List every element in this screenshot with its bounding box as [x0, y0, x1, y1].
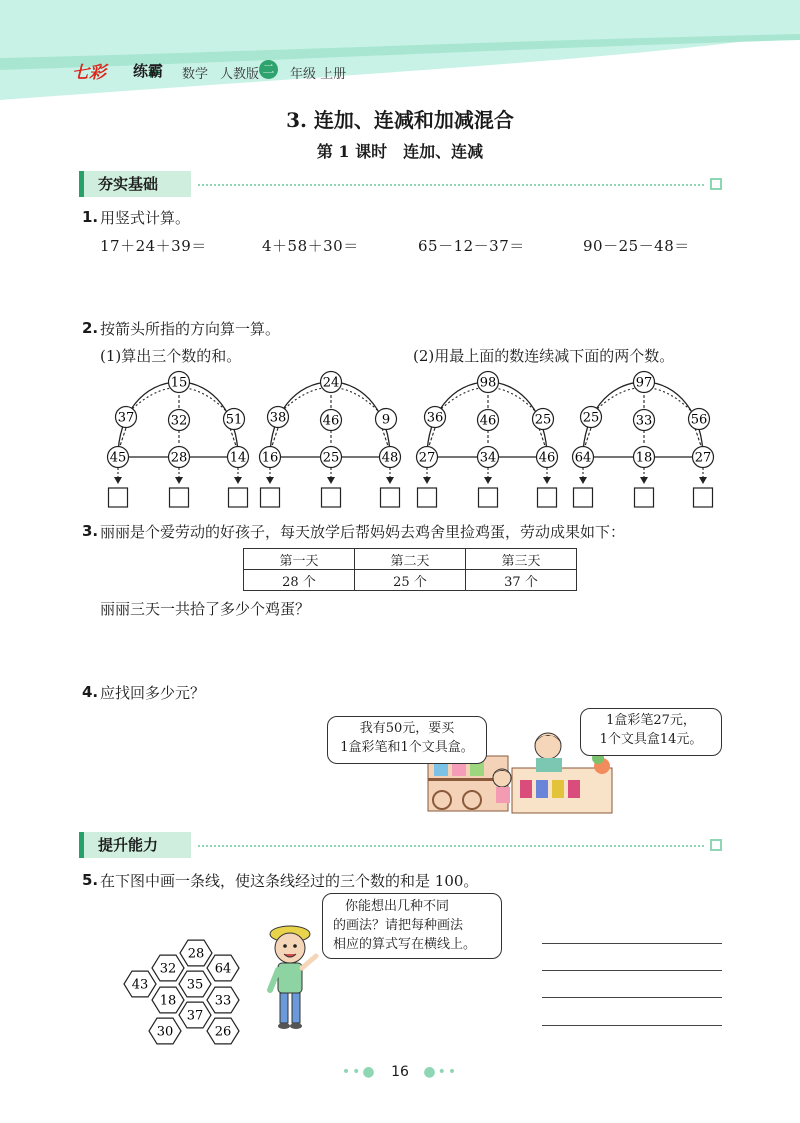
answer-box[interactable]: [381, 488, 400, 507]
number-label: 36: [426, 410, 444, 426]
q5-number: 5.: [82, 871, 99, 889]
section-divider: [198, 845, 704, 847]
number-label: 9: [381, 412, 391, 428]
bubble-line: 的画法？请把每种画法: [333, 918, 464, 933]
page-title: 3. 连加、连减和加减混合: [286, 108, 514, 132]
answer-box[interactable]: [170, 488, 189, 507]
q1-expr-3: 65－12－37＝: [418, 237, 525, 255]
number-label: 16: [261, 450, 279, 466]
section-basic: 夯实基础: [79, 171, 191, 197]
header-edition: 人教版: [220, 67, 260, 82]
page-dots-right: ●••: [423, 1064, 459, 1080]
arrow-down-icon: [175, 477, 183, 484]
section-divider: [198, 184, 704, 186]
header-subject: 数学: [182, 67, 209, 82]
egg-table-header: 第三天: [466, 549, 577, 570]
q1-text: 用竖式计算。: [100, 209, 191, 227]
brand-logo: 七彩: [72, 63, 106, 83]
egg-table: [243, 548, 577, 591]
number-label: 15: [170, 375, 188, 391]
q2-part2: (2)用最上面的数连续减下面的两个数。: [413, 347, 675, 365]
number-label: 25: [322, 450, 340, 466]
number-label: 28: [170, 450, 188, 466]
arrow-down-icon: [114, 477, 122, 484]
boy-illustration: [262, 920, 322, 1035]
q1-expr-4: 90－25－48＝: [583, 237, 690, 255]
number-label: 25: [534, 412, 552, 428]
egg-table-header: 第一天: [244, 549, 355, 570]
number-label: 37: [117, 410, 135, 426]
q3-number: 3.: [82, 522, 99, 540]
hexagon-number-grid: [116, 935, 256, 1055]
egg-table-cell: 37 个: [466, 570, 577, 591]
answer-box[interactable]: [322, 488, 341, 507]
hex-number: 43: [131, 977, 149, 993]
arrow-down-icon: [327, 477, 335, 484]
q4-text: 应找回多少元？: [100, 684, 206, 702]
bubble-line: 我有50元，要买: [359, 721, 455, 736]
number-label: 38: [269, 410, 287, 426]
number-label: 34: [479, 450, 497, 466]
bubble-line: 你能想出几种不同: [345, 899, 450, 914]
number-label: 46: [538, 450, 556, 466]
q2-part1: (1)算出三个数的和。: [100, 347, 242, 365]
section-divider-end: [710, 839, 722, 851]
number-label: 27: [418, 450, 436, 466]
bubble-line: 相应的算式写在横线上。: [333, 937, 477, 952]
number-label: 24: [322, 375, 340, 391]
q5-text: 在下图中画一条线，使这条线经过的三个数的和是 100。: [100, 872, 479, 890]
number-label: 48: [381, 450, 399, 466]
arrow-down-icon: [640, 477, 648, 484]
page-dots-left: ••●: [341, 1064, 377, 1080]
hex-number: 64: [214, 961, 232, 977]
answer-line[interactable]: [542, 1025, 722, 1026]
egg-table-cell: 25 个: [355, 570, 466, 591]
header-grade: 年级 上册: [290, 67, 347, 82]
arrow-down-icon: [699, 477, 707, 484]
answer-box[interactable]: [635, 488, 654, 507]
number-label: 32: [170, 413, 188, 429]
hex-number: 18: [159, 993, 177, 1009]
arrow-down-icon: [423, 477, 431, 484]
page-number: [0, 1064, 800, 1080]
number-label: 97: [635, 375, 653, 391]
number-label: 18: [635, 450, 653, 466]
answer-box[interactable]: [479, 488, 498, 507]
answer-line[interactable]: [542, 997, 722, 998]
hex-number: 30: [156, 1024, 174, 1040]
page-number-value: 16: [391, 1064, 409, 1080]
bubble-line: 1盒彩笔27元，: [606, 713, 696, 728]
bubble-line: 1个文具盒14元。: [599, 732, 703, 747]
number-label: 27: [694, 450, 712, 466]
q1-expr-1: 17＋24＋39＝: [100, 237, 207, 255]
grade-badge: 二: [259, 60, 278, 79]
answer-box[interactable]: [261, 488, 280, 507]
answer-line[interactable]: [542, 970, 722, 971]
q1-number: 1.: [82, 208, 99, 226]
number-label: 14: [229, 450, 247, 466]
header-band: [0, 0, 800, 100]
arc-diagrams: [0, 360, 800, 520]
answer-box[interactable]: [574, 488, 593, 507]
brand-name: 练霸: [133, 62, 164, 80]
answer-box[interactable]: [109, 488, 128, 507]
hex-number: 32: [159, 961, 177, 977]
section-divider-end: [710, 178, 722, 190]
number-label: 56: [690, 412, 708, 428]
q2-number: 2.: [82, 319, 99, 337]
egg-table-cell: 28 个: [244, 570, 355, 591]
section-advanced: 提升能力: [79, 832, 191, 858]
lesson-title: 第 1 课时 连加、连减: [316, 142, 484, 161]
hex-number: 37: [186, 1008, 204, 1024]
arrow-down-icon: [266, 477, 274, 484]
arrow-down-icon: [234, 477, 242, 484]
arrow-down-icon: [484, 477, 492, 484]
number-label: 51: [225, 412, 243, 428]
arrow-down-icon: [579, 477, 587, 484]
answer-box[interactable]: [229, 488, 248, 507]
q2-text: 按箭头所指的方向算一算。: [100, 320, 281, 338]
egg-table-value-row: [244, 570, 577, 591]
q4-number: 4.: [82, 683, 99, 701]
answer-box[interactable]: [538, 488, 557, 507]
egg-table-header: 第二天: [355, 549, 466, 570]
number-label: 45: [109, 450, 127, 466]
number-label: 33: [635, 413, 653, 429]
q3-text: 丽丽是个爱劳动的好孩子，每天放学后帮妈妈去鸡舍里捡鸡蛋，劳动成果如下：: [100, 523, 626, 541]
hex-number: 28: [187, 946, 205, 962]
speech-bubble-hint: [322, 893, 502, 959]
egg-table-header-row: [244, 549, 577, 570]
hex-number: 35: [186, 977, 204, 993]
number-label: 25: [582, 410, 600, 426]
hex-number: 33: [214, 993, 232, 1009]
number-label: 64: [574, 450, 592, 466]
number-label: 98: [479, 375, 497, 391]
arrow-down-icon: [543, 477, 551, 484]
q3-question: 丽丽三天一共拾了多少个鸡蛋？: [100, 600, 311, 618]
answer-box[interactable]: [418, 488, 437, 507]
hex-number: 26: [214, 1024, 232, 1040]
arrow-down-icon: [386, 477, 394, 484]
q1-expr-2: 4＋58＋30＝: [262, 237, 359, 255]
number-label: 46: [479, 413, 497, 429]
number-label: 46: [322, 413, 340, 429]
speech-bubble-child: [327, 716, 487, 764]
answer-line[interactable]: [542, 943, 722, 944]
answer-box[interactable]: [694, 488, 713, 507]
bubble-line: 1盒彩笔和1个文具盒。: [340, 740, 474, 755]
speech-bubble-clerk: [580, 708, 722, 756]
